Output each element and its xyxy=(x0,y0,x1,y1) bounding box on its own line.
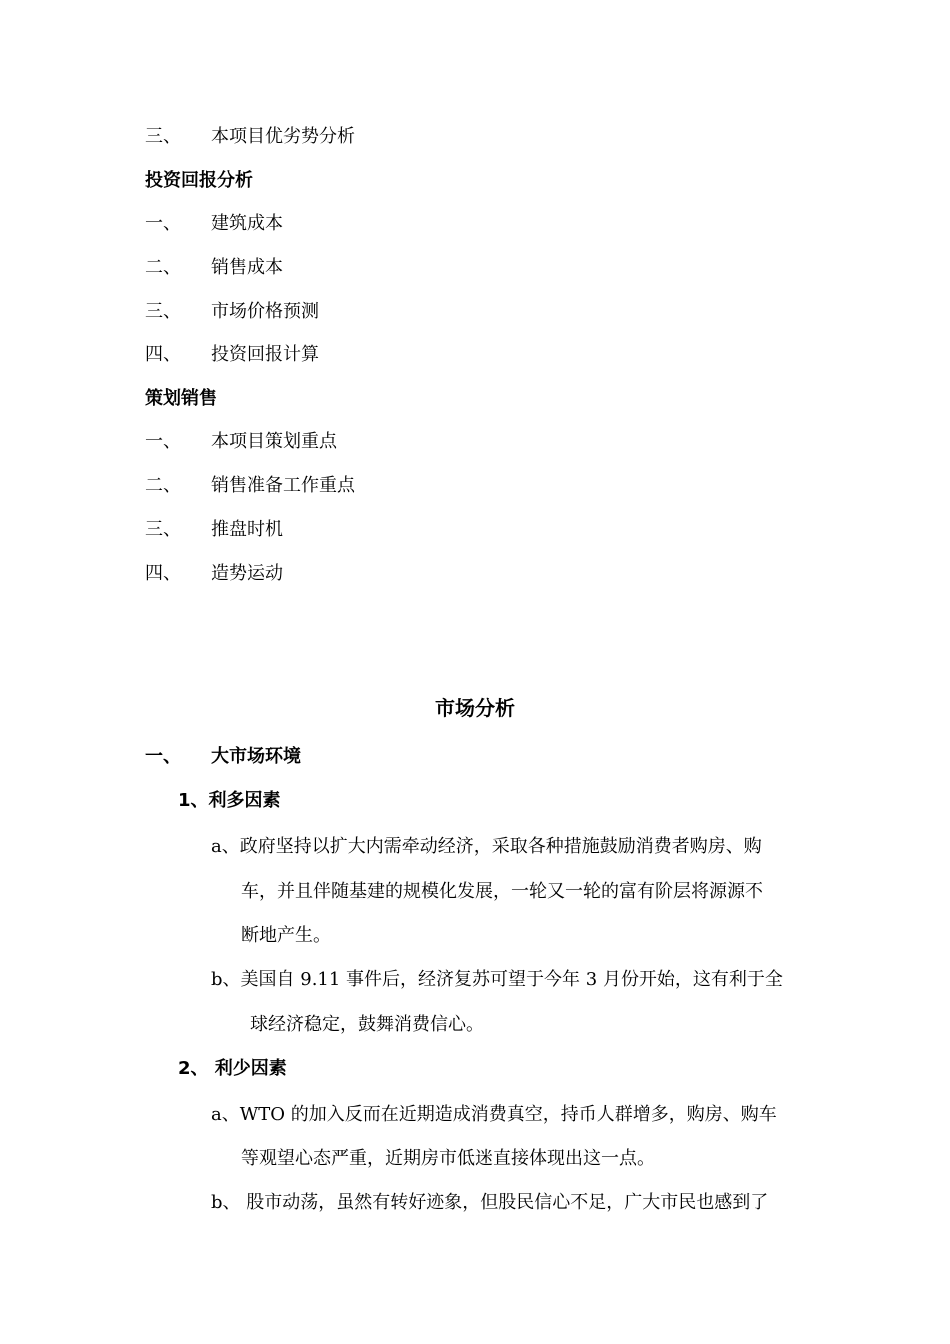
toc-item-number: 三、 xyxy=(145,126,181,147)
toc-item-text: 本项目优劣势分析 xyxy=(211,126,355,147)
paragraph-line: 等观望心态严重，近期房市低迷直接体现出这一点。 xyxy=(241,1148,655,1169)
toc-item-number: 一、 xyxy=(145,213,181,234)
toc-section-investment: 投资回报分析 xyxy=(145,170,253,191)
paragraph-line: 车，并且伴随基建的规模化发展，一轮又一轮的富有阶层将源源不 xyxy=(241,881,763,902)
paragraph-line: b、美国自 9.11 事件后，经济复苏可望于今年 3 月份开始，这有利于全 xyxy=(211,969,783,990)
toc-item-number: 一、 xyxy=(145,431,181,452)
paragraph-line: b、 股市动荡，虽然有转好迹象，但股民信心不足，广大市民也感到了 xyxy=(211,1192,769,1213)
paragraph-line: a、WTO 的加入反而在近期造成消费真空，持币人群增多，购房、购车 xyxy=(211,1104,777,1125)
toc-item-text: 投资回报计算 xyxy=(211,344,319,365)
heading-text: 大市场环境 xyxy=(211,746,301,767)
toc-item-number: 三、 xyxy=(145,519,181,540)
toc-item-number: 三、 xyxy=(145,301,181,322)
subheading-favorable: 1、利多因素 xyxy=(178,790,281,811)
toc-section-planning: 策划销售 xyxy=(145,388,217,409)
toc-item-number: 二、 xyxy=(145,257,181,278)
toc-item-text: 建筑成本 xyxy=(211,213,283,234)
paragraph-line: 断地产生。 xyxy=(241,925,331,946)
toc-item-text: 造势运动 xyxy=(211,563,283,584)
heading-number: 一、 xyxy=(145,746,181,767)
toc-item-text: 销售成本 xyxy=(211,257,283,278)
paragraph-line: a、政府坚持以扩大内需牵动经济，采取各种措施鼓励消费者购房、购 xyxy=(211,836,762,857)
toc-item-text: 本项目策划重点 xyxy=(211,431,337,452)
toc-item-text: 推盘时机 xyxy=(211,519,283,540)
market-title: 市场分析 xyxy=(435,696,515,720)
toc-item-number: 四、 xyxy=(145,344,181,365)
toc-item-text: 市场价格预测 xyxy=(211,301,319,322)
toc-item-text: 销售准备工作重点 xyxy=(211,475,355,496)
paragraph-line: 球经济稳定，鼓舞消费信心。 xyxy=(250,1014,484,1035)
subheading-unfavorable: 2、 利少因素 xyxy=(178,1058,287,1079)
toc-item-number: 四、 xyxy=(145,563,181,584)
toc-item-number: 二、 xyxy=(145,475,181,496)
